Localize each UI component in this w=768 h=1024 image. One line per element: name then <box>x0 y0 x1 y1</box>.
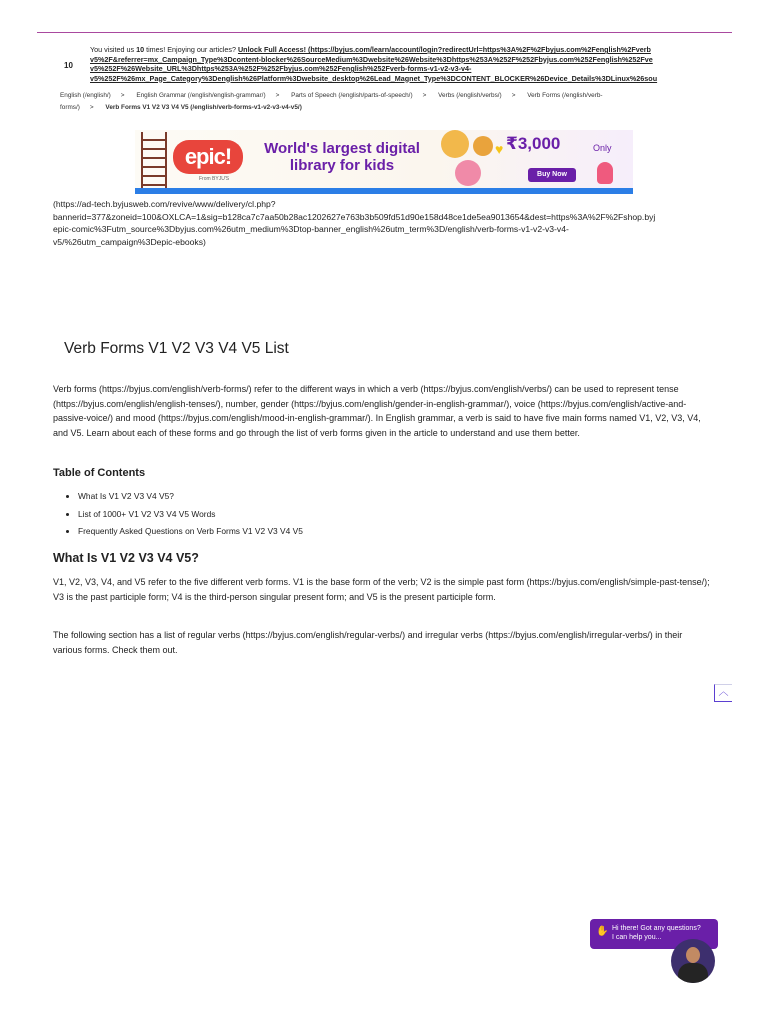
unlock-link-line-3[interactable]: v5%252F%26Website_URL%3Dhttps%253A%252F%252Fbyjus.com%252Fenglish%252Fverb-forms-v1-v2-v3-v4- <box>90 64 472 73</box>
breadcrumb-item-grammar[interactable]: English Grammar (/english/english-grammar/) <box>136 92 266 99</box>
banner-price-suffix: Only <box>593 143 612 153</box>
banner-title: World's largest digital library for kids <box>264 140 420 174</box>
visit-notice-mid: times! Enjoying our articles? <box>144 45 238 54</box>
heart-icon: ♥ <box>495 141 504 157</box>
breadcrumb-item-verb-forms-cont[interactable]: forms/) <box>60 104 80 111</box>
ad-url-line-1[interactable]: (https://ad-tech.byjusweb.com/revive/www/delivery/cl.php? <box>53 199 276 209</box>
breadcrumb-separator: > <box>89 104 94 111</box>
top-divider <box>37 32 732 33</box>
unlock-link-line-2[interactable]: v5%2F&referrer=mx_Campaign_Type%3Dcontent-blocker%26SourceMedium%3Dwebsite%26Website%3Dhttps%253A%252F%252Fbyjus.com%252Fenglish%252Fve <box>90 54 653 64</box>
chat-line-2: I can help you... <box>612 934 662 941</box>
chat-agent-avatar[interactable] <box>671 939 715 983</box>
avatar-body <box>678 963 708 983</box>
scroll-to-top-button[interactable] <box>714 684 732 702</box>
kids-photo-icon <box>473 136 493 156</box>
toc-item[interactable]: • Frequently Asked Questions on Verb Forms V1 V2 V3 V4 V5 <box>78 523 303 541</box>
banner-price: ₹3,000 <box>506 134 561 153</box>
breadcrumb-separator: > <box>275 92 280 99</box>
ad-link-url[interactable] <box>53 198 733 248</box>
epic-ad-banner[interactable] <box>135 130 633 194</box>
breadcrumb-item-english[interactable]: English (/english/) <box>60 92 111 99</box>
ad-url-line-3[interactable]: epic-comic%3Futm_source%3Dbyjus.com%26utm_medium%3Dtop-banner_english%26utm_term%3D/english/verb-forms-v1-v2-v3-v4- <box>53 224 569 234</box>
section-heading: What Is V1 V2 V3 V4 V5? <box>53 551 199 565</box>
visit-notice-prefix: You visited us <box>90 45 137 54</box>
breadcrumb-current: Verb Forms V1 V2 V3 V4 V5 (/english/verb-forms-v1-v2-v3-v4-v5/) <box>105 104 302 111</box>
epic-logo-from: From BYJU'S <box>199 176 230 182</box>
ad-url-line-4[interactable]: v5/%26utm_campaign%3Depic-ebooks) <box>53 236 206 247</box>
visit-notice-count-inline: 10 <box>136 45 145 54</box>
flamingo-illustration <box>597 162 613 184</box>
breadcrumb-separator: > <box>120 92 125 99</box>
avatar-face <box>686 947 700 963</box>
kids-photo-icon <box>455 160 481 186</box>
kids-photo-icon <box>441 130 469 158</box>
intro-paragraph: Verb forms (https://byjus.com/english/verb-forms/) refer to the different ways in which a verb (https://byjus.com/english/verbs/) can be used to represent tense (https://byjus.com/english/english-tenses/), number, gender (https://byjus.com/english/gender-in-english-grammar/), voice (https://byjus.com/english/active-and-passive-voice/) and mood (https://byjus.com/english/mood-in-english-grammar/). In English grammar, a verb is said to have five main forms named V1, V2, V3, V4, and V5. Learn about each of these forms and go through the list of verb forms given in the article to understand and use them better. <box>53 384 701 438</box>
toc-item[interactable]: • List of 1000+ V1 V2 V3 V4 V5 Words <box>78 506 303 524</box>
breadcrumb-separator: > <box>422 92 427 99</box>
unlock-link-line-4[interactable]: v5%252F%26mx_Page_Category%3Denglish%26Platform%3Dwebsite_desktop%26Lead_Magnet_Type%3DCONTENT_BLOCKER%26Device_Details%3DLinux%26sou <box>90 73 658 83</box>
epic-logo: epic! <box>173 140 243 174</box>
visit-count-badge: 10 <box>64 61 73 70</box>
table-of-contents <box>53 488 303 541</box>
visit-notice-line-1 <box>90 45 732 55</box>
chevron-up-icon: ︿ <box>718 687 729 698</box>
toc-heading: Table of Contents <box>53 467 146 479</box>
breadcrumb-item-verbs[interactable]: Verbs (/english/verbs/) <box>438 92 502 99</box>
ad-url-line-2[interactable]: bannerid=377&zoneid=100&OXLCA=1&sig=b128ca7c7aa50b28ac1202627e763b3b509fd51d90e158d48ce1de5ea9013654&dest=https%3A%2F%2Fshop.byj <box>53 211 656 222</box>
section-paragraph-1: V1, V2, V3, V4, and V5 refer to the five different verb forms. V1 is the base form of the verb; V2 is the simple past form (https://byjus.com/english/simple-past-tense/); V3 is the past participle form; V4 is the third-person singular present form; and V5 is the present participle form. <box>53 577 710 602</box>
breadcrumb-item-parts-of-speech[interactable]: Parts of Speech (/english/parts-of-speech/) <box>291 92 413 99</box>
banner-bottom-strip <box>135 188 633 194</box>
ladder-illustration <box>141 132 167 188</box>
section-paragraph-2: The following section has a list of regular verbs (https://byjus.com/english/regular-verbs/) and irregular verbs (https://byjus.com/english/irregular-verbs/) in their various forms. Check them out. <box>53 630 683 655</box>
page-title: Verb Forms V1 V2 V3 V4 V5 List <box>64 340 289 357</box>
waving-hand-icon: ✋ <box>596 926 609 937</box>
breadcrumb <box>60 90 740 114</box>
breadcrumb-item-verb-forms[interactable]: Verb Forms (/english/verb- <box>527 92 603 99</box>
unlock-access-link[interactable]: Unlock Full Access! (https://byjus.com/learn/account/login?redirectUrl=https%3A%2F%2Fbyjus.com%2Fenglish%2Fverb <box>237 45 651 54</box>
breadcrumb-separator: > <box>511 92 516 99</box>
visit-notice <box>60 45 732 83</box>
toc-item[interactable]: • What Is V1 V2 V3 V4 V5? <box>78 488 303 506</box>
chat-line-1: Hi there! Got any questions? <box>612 925 701 932</box>
buy-now-button[interactable]: Buy Now <box>528 168 576 182</box>
